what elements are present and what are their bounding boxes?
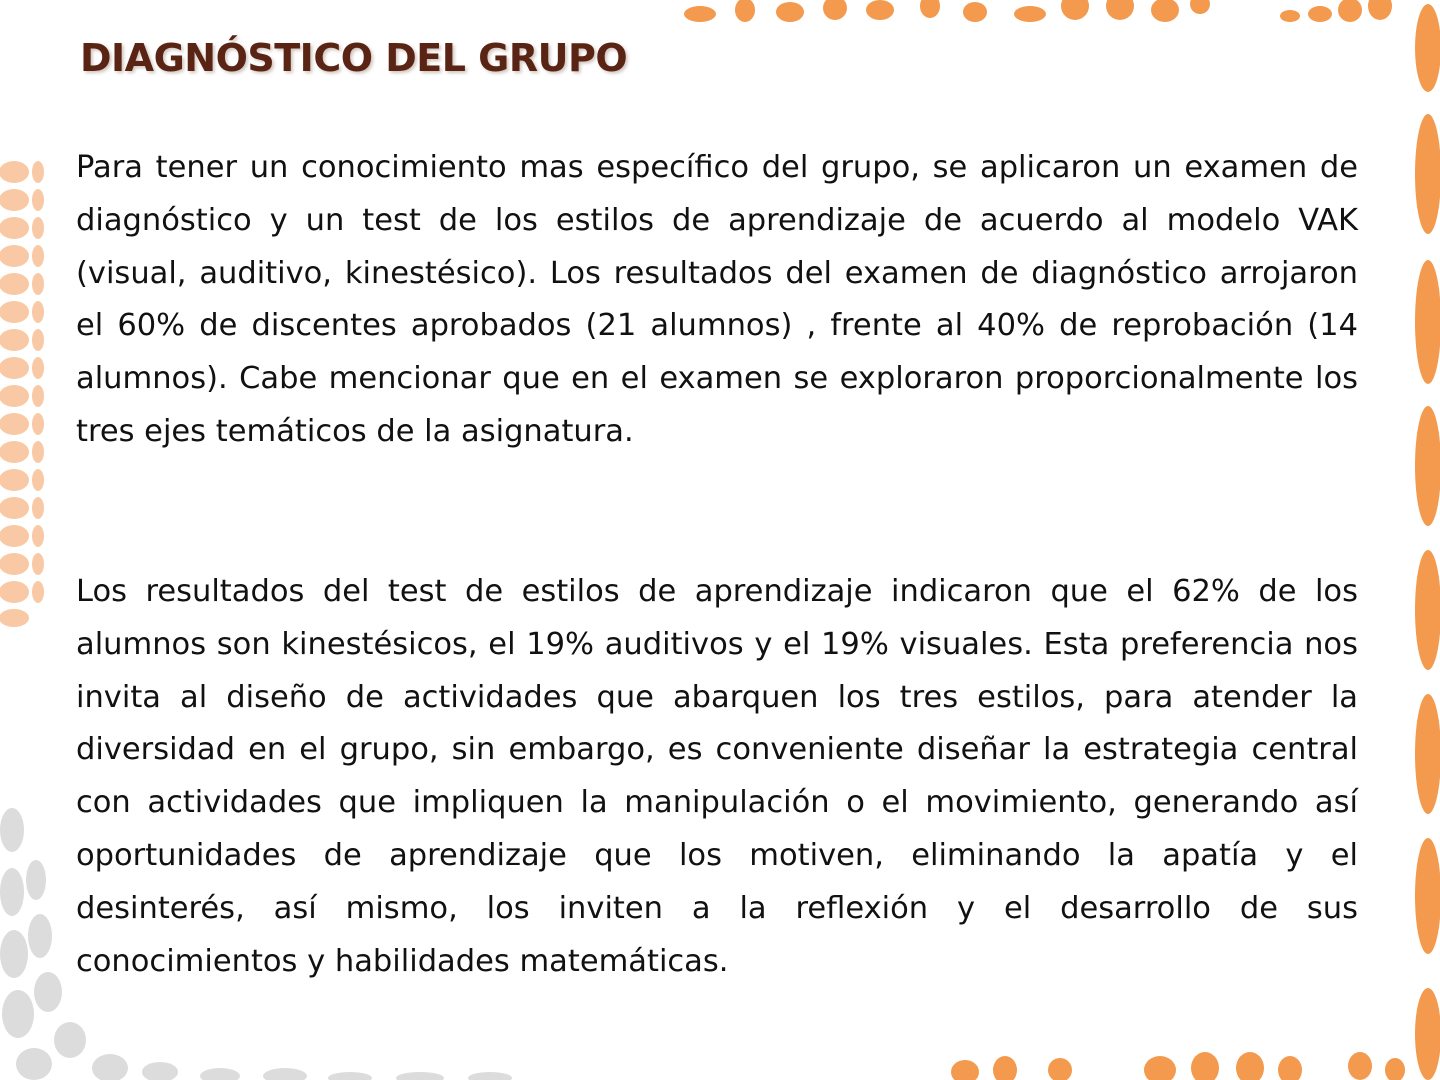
right-orange-ovals: [1415, 4, 1440, 1080]
slide-title: DIAGNÓSTICO DEL GRUPO: [80, 36, 628, 80]
top-orange-dots: [684, 0, 1392, 22]
left-peach-dots: [0, 161, 44, 627]
bottom-orange-dots: [951, 1052, 1405, 1080]
paragraph-learning-styles: Los resultados del test de estilos de aprendizaje indicaron que el 62% de los alumnos son kinestésicos, el 19% auditivos y el 19% visuales. Esta preferencia nos invita al diseño de actividades que abarquen los tres estilos, para atender la diversidad en el grupo, sin embargo, es conveniente diseñar la estrategia central con actividades que impliquen la manipulación o el movimiento, generando así oportunidades de aprendizaje que los motiven, eliminando la apatía y el desinterés, así mismo, los inviten a la reflexión y el desarrollo de sus conocimientos y habilidades matemáticas.: [76, 574, 1358, 979]
paragraph-diagnostic-exam: Para tener un conocimiento mas específico del grupo, se aplicaron un examen de diagnóstico y un test de los estilos de aprendizaje de acuerdo al modelo VAK (visual, auditivo, kinestésico). Los resultados del examen de diagnóstico arrojaron el 60% de discentes aprobados (21 alumnos) , frente al 40% de reprobación (14 alumnos). Cabe mencionar que en el examen se exploraron proporcionalmente los tres ejes temáticos de la asignatura.: [76, 150, 1358, 449]
